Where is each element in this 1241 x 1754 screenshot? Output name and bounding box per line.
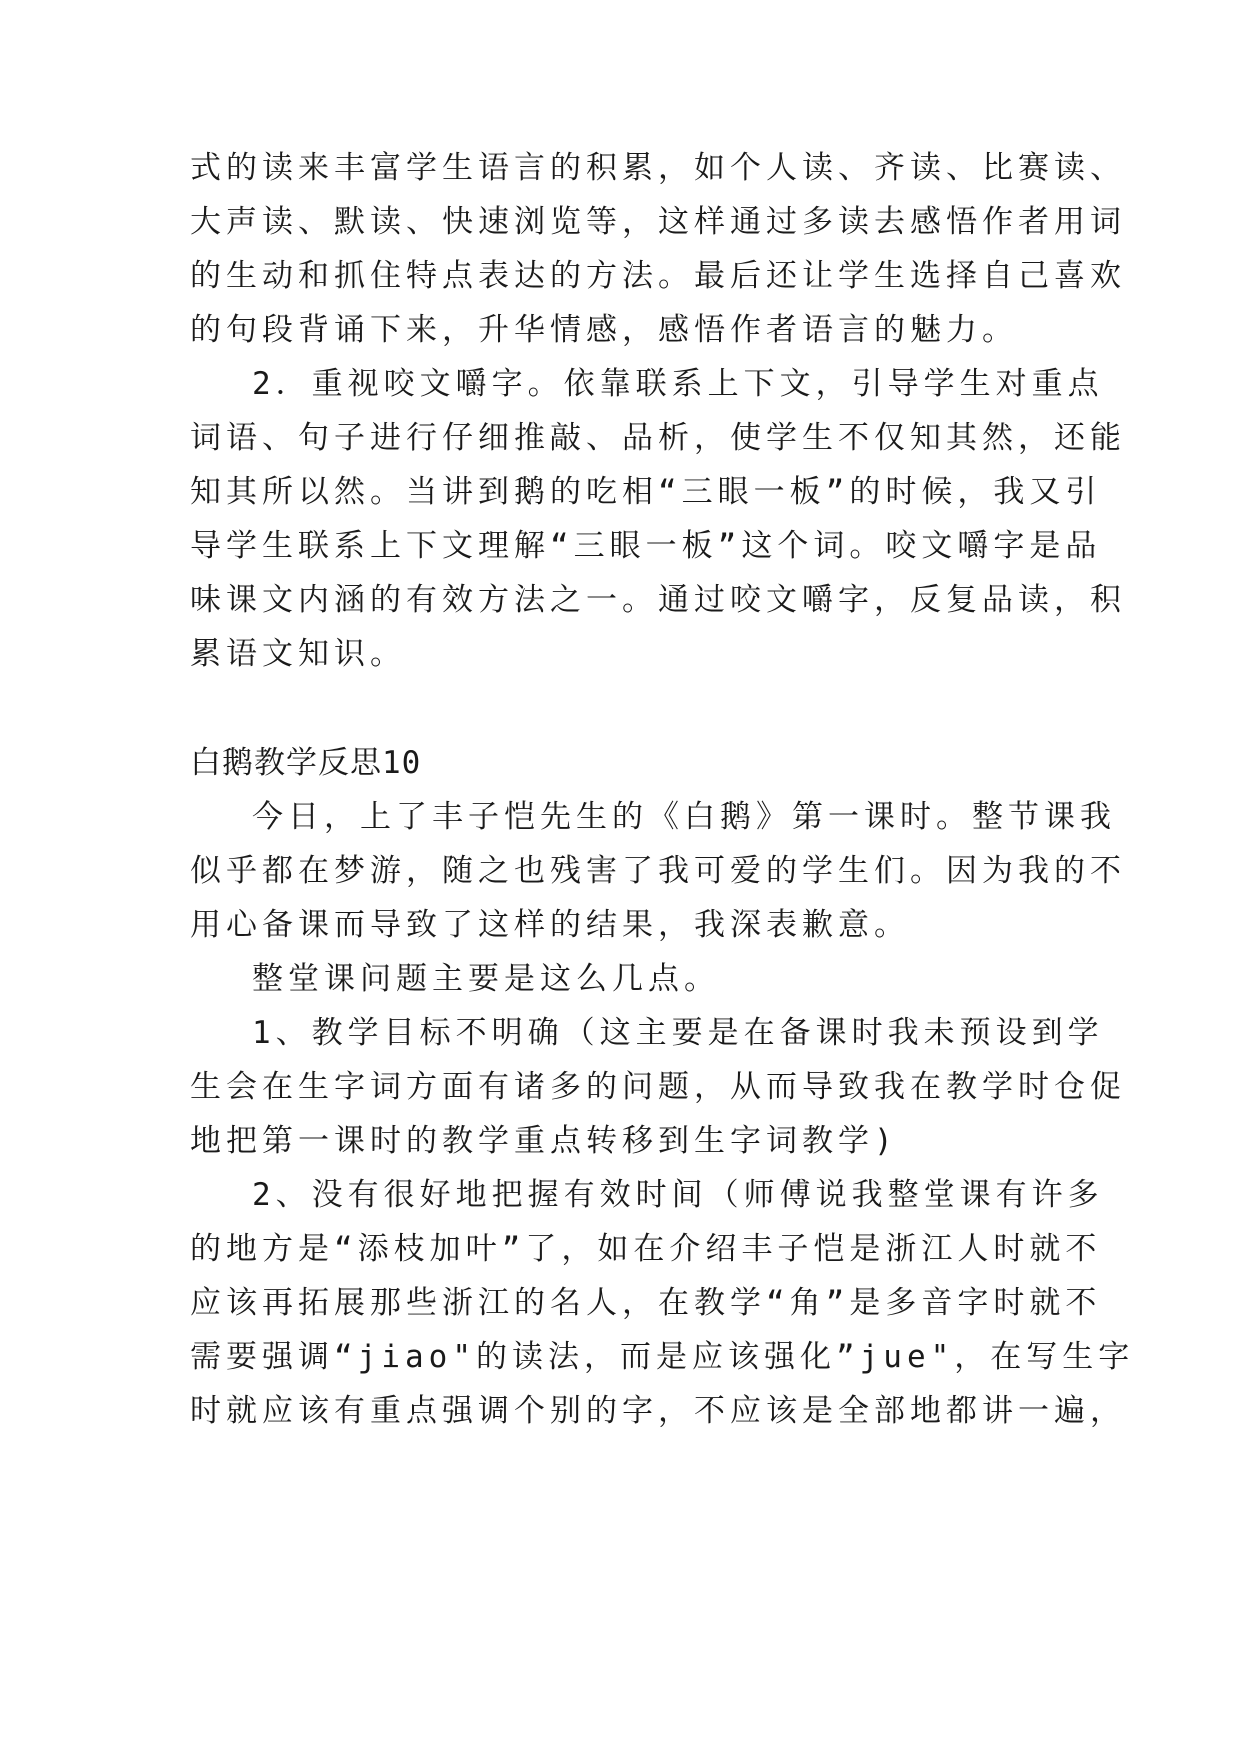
paragraph-first-line: 1、教学目标不明确（这主要是在备课时我未预设到学 <box>252 1015 1104 1051</box>
body-text-line: 味课文内涵的有效方法之一。通过咬文嚼字，反复品读，积 <box>190 582 1126 618</box>
paragraph-first-line: 2．重视咬文嚼字。依靠联系上下文，引导学生对重点 <box>252 366 1104 402</box>
body-text-line: 大声读、默读、快速浏览等，这样通过多读去感悟作者用词 <box>190 204 1126 240</box>
body-text-line: 时就应该有重点强调个别的字，不应该是全部地都讲一遍， <box>190 1393 1126 1429</box>
body-text-line: 累语文知识。 <box>190 636 406 672</box>
body-text-line: 词语、句子进行仔细推敲、品析，使学生不仅知其然，还能 <box>190 420 1126 456</box>
body-text-line: 知其所以然。当讲到鹅的吃相“三眼一板”的时候，我又引 <box>190 474 1102 510</box>
body-text-line: 的句段背诵下来，升华情感，感悟作者语言的魅力。 <box>190 312 1018 348</box>
body-text-line: 式的读来丰富学生语言的积累，如个人读、齐读、比赛读、 <box>190 150 1126 186</box>
paragraph-first-line: 整堂课问题主要是这么几点。 <box>252 961 720 997</box>
body-text-line: 需要强调“jiao"的读法，而是应该强化”jue"，在写生字 <box>190 1339 1135 1375</box>
body-text-line: 似乎都在梦游，随之也残害了我可爱的学生们。因为我的不 <box>190 853 1126 889</box>
body-text-line: 导学生联系上下文理解“三眼一板”这个词。咬文嚼字是品 <box>190 528 1102 564</box>
body-text-line: 用心备课而导致了这样的结果，我深表歉意。 <box>190 907 910 943</box>
paragraph-first-line: 2、没有很好地把握有效时间（师傅说我整堂课有许多 <box>252 1177 1104 1213</box>
body-text-line: 应该再拓展那些浙江的名人，在教学“角”是多音字时就不 <box>190 1285 1102 1321</box>
body-text-line: 地把第一课时的教学重点转移到生字词教学) <box>190 1123 898 1159</box>
section-heading: 白鹅教学反思10 <box>190 745 422 781</box>
body-text-line: 的生动和抓住特点表达的方法。最后还让学生选择自己喜欢 <box>190 258 1126 294</box>
paragraph-first-line: 今日，上了丰子恺先生的《白鹅》第一课时。整节课我 <box>252 799 1116 835</box>
body-text-line: 的地方是“添枝加叶”了，如在介绍丰子恺是浙江人时就不 <box>190 1231 1102 1267</box>
body-text-line: 生会在生字词方面有诸多的问题，从而导致我在教学时仓促 <box>190 1069 1126 1105</box>
